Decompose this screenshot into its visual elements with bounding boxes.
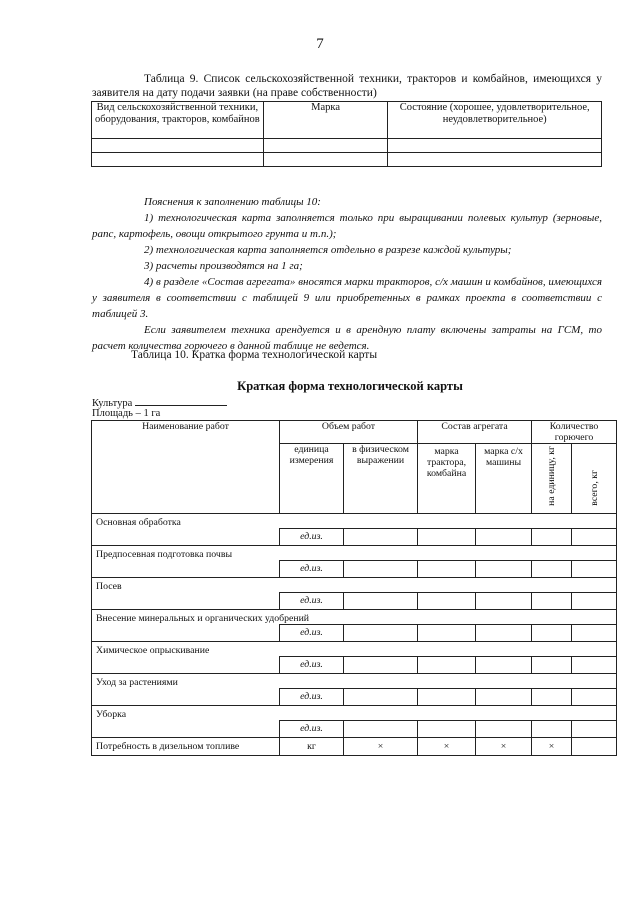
notes-item: 3) расчеты производятся на 1 га; [144,260,303,272]
unit-cell: ед.из. [280,720,344,737]
notes-item: 4) в разделе «Состав агрегата» вносятся марки тракторов, с/х машин и комбайнов, имеющихся у заявителя в соответствии с таблицей 9 или приобретенных в рамках проекта в соответствии с таблицей 3. [92,276,602,320]
table-cell [344,720,418,737]
unit-cell: ед.из. [280,528,344,545]
table-cell [344,656,418,673]
unit-cell: ед.из. [280,656,344,673]
table9-header-row [92,102,602,139]
unit-cell: ед.из. [280,688,344,705]
section-row [92,641,617,656]
table-cell [418,624,476,641]
table-row [92,720,617,737]
notes [92,194,602,354]
header-per-unit-text: на единицу, кг [546,446,558,506]
table10 [91,420,617,756]
table-cell [92,624,280,641]
unit-cell: ед.из. [280,624,344,641]
notes-item: 1) технологическая карта заполняется только при выращивании полевых культур (зерновые, рапс, картофель, овощи открытого грунта и т.п.); [92,212,602,240]
table-cell [92,139,264,153]
table-cell [92,528,280,545]
table-cell [532,720,572,737]
table-cell [344,688,418,705]
table-cell [572,688,617,705]
table10-sections [92,513,617,755]
table10-caption: Таблица 10. Кратка форма технологической карты [131,349,378,361]
table-cell [418,720,476,737]
header-unit-composition: Состав агрегата [418,421,532,444]
unit-cell: ед.из. [280,560,344,577]
table-cell [572,624,617,641]
header-tractor-brand: марка трактора, комбайна [418,444,476,514]
section-name: Уход за растениями [92,673,617,688]
table-cell [344,624,418,641]
table-cell [92,560,280,577]
notes-item: 2) технологическая карта заполняется отдельно в разрезе каждой культуры; [144,244,512,256]
table-cell [418,528,476,545]
fuel-cross: × [344,737,418,755]
fuel-cross: × [532,737,572,755]
table-cell [476,528,532,545]
table-cell [532,560,572,577]
map-title: Краткая форма технологической карты [237,379,463,393]
section-row [92,513,617,528]
table-cell [476,592,532,609]
section-name: Посев [92,577,617,592]
table-row [92,592,617,609]
table9-caption: Таблица 9. Список сельскохозяйственной техники, тракторов и комбайнов, имеющихся у заявителя на дату подачи заявки (на праве собственности) [92,73,602,99]
table-cell [344,560,418,577]
page-number: 7 [316,36,324,52]
section-row [92,609,617,624]
header-volume: Объем работ [280,421,418,444]
table-cell [532,624,572,641]
table-cell [344,592,418,609]
area-label: Площадь – 1 га [92,408,161,419]
fuel-cross: × [418,737,476,755]
table-row [92,560,617,577]
table-cell [418,688,476,705]
header-unit: единица измерения [280,444,344,514]
header-machine-brand: марка с/х машины [476,444,532,514]
table-cell [92,592,280,609]
table-cell [92,720,280,737]
fuel-unit: кг [280,737,344,755]
table-cell [532,528,572,545]
section-row [92,705,617,720]
table-row [92,656,617,673]
section-name: Химическое опрыскивание [92,641,617,656]
table-cell [388,139,602,153]
table-cell [532,592,572,609]
unit-cell: ед.из. [280,592,344,609]
header-total-text: всего, кг [588,470,600,506]
table-cell [92,656,280,673]
table-cell [263,139,388,153]
culture-blank-line [135,396,227,406]
table-cell [92,688,280,705]
fuel-row [92,737,617,755]
fuel-label: Потребность в дизельном топливе [92,737,280,755]
section-name: Уборка [92,705,617,720]
section-row [92,545,617,560]
table-cell [344,528,418,545]
table-row [92,153,602,167]
table10-header-row [92,421,617,444]
table9-header-type: Вид сельскохозяйственной техники, оборудования, тракторов, комбайнов [92,102,264,139]
table9-header-brand: Марка [263,102,388,139]
header-per-unit [532,444,572,514]
table9 [91,101,602,167]
header-physical: в физическом выражении [344,444,418,514]
table9-header-condition: Состояние (хорошее, удовлетворительное, неудовлетворительное) [388,102,602,139]
section-row [92,673,617,688]
header-fuel: Количество горючего [532,421,617,444]
section-name: Предпосевная подготовка почвы [92,545,617,560]
header-works: Наименование работ [92,421,280,514]
table-cell [418,592,476,609]
table-cell [476,560,532,577]
table-cell [532,688,572,705]
fuel-total-cell [572,737,617,755]
table-cell [532,656,572,673]
table-cell [572,656,617,673]
table-cell [572,560,617,577]
table-cell [418,656,476,673]
table-cell [263,153,388,167]
table-cell [476,656,532,673]
notes-item: Если заявителем техника арендуется и в арендную плату включены затраты на ГСМ, то расчет количества горючего в данной таблице не ведется. [92,324,602,352]
table-cell [388,153,602,167]
table-row [92,688,617,705]
section-row [92,577,617,592]
table-cell [572,528,617,545]
fuel-cross: × [476,737,532,755]
table-cell [418,560,476,577]
culture-label: Культура [92,398,133,409]
table-cell [476,720,532,737]
section-name: Основная обработка [92,513,617,528]
header-total [572,444,617,514]
table-cell [92,153,264,167]
table-cell [476,624,532,641]
notes-title: Пояснения к заполнению таблицы 10: [144,196,321,208]
table-cell [572,720,617,737]
table-row [92,139,602,153]
table-cell [476,688,532,705]
table-row [92,624,617,641]
table-cell [572,592,617,609]
section-name: Внесение минеральных и органических удобрений [92,609,617,624]
table-row [92,528,617,545]
